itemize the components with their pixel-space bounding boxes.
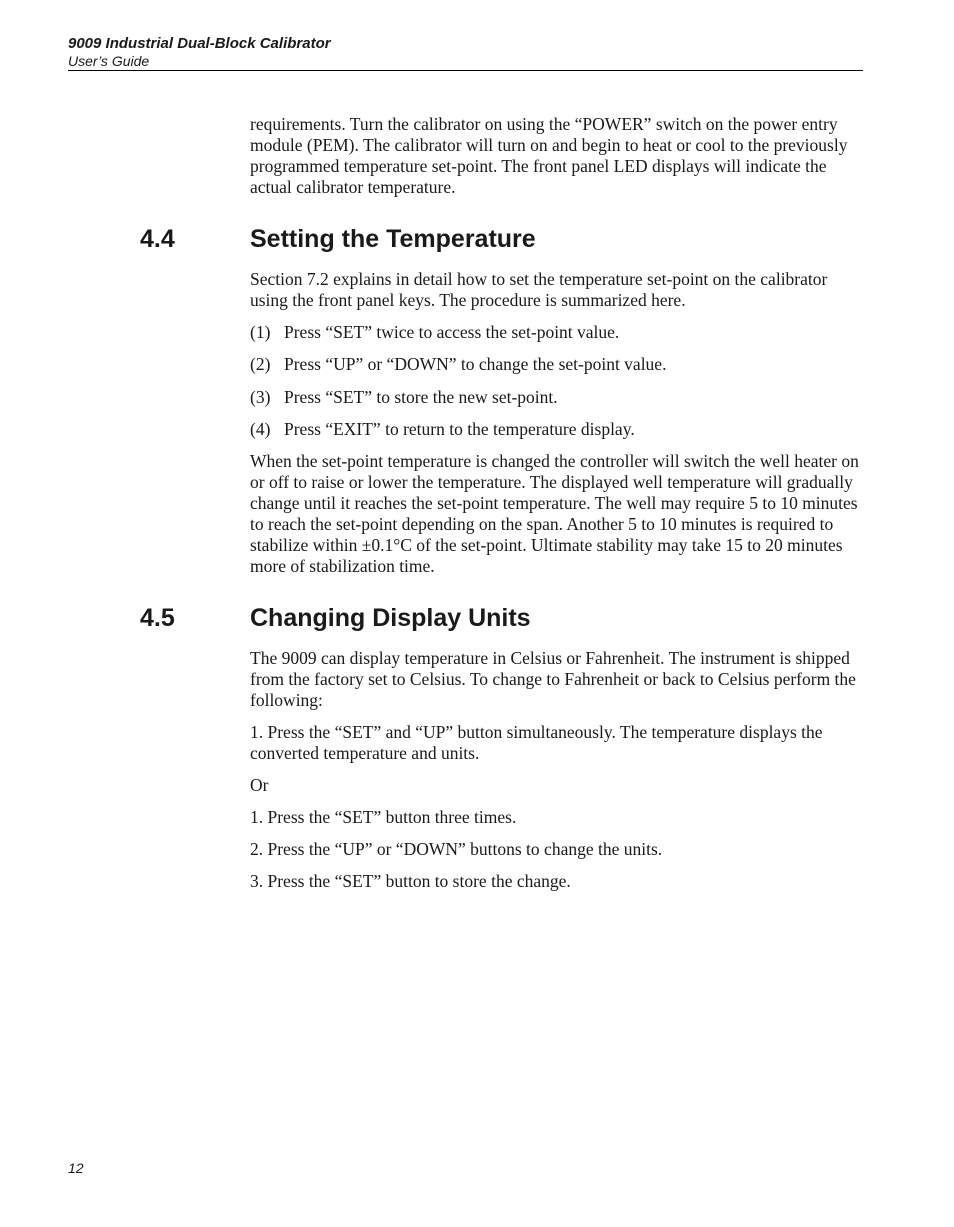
option-b-step: 2. Press the “UP” or “DOWN” buttons to change the units. xyxy=(250,839,663,859)
option-a-step: 1. Press the “SET” and “UP” button simultaneously. The temperature displays the converted temperature and units. xyxy=(250,722,823,763)
section-4-4-intro: Section 7.2 explains in detail how to set the temperature set-point on the calibrator using the front panel keys. The procedure is summarized here. xyxy=(250,269,828,310)
section-number: 4.5 xyxy=(140,604,175,632)
or-label: Or xyxy=(250,775,269,795)
step-text: Press “UP” or “DOWN” to change the set-point value. xyxy=(284,354,667,374)
step-number: (3) xyxy=(250,387,271,407)
step-item xyxy=(250,419,862,440)
step-text: Press “EXIT” to return to the temperature display. xyxy=(284,419,635,439)
document-title: 9009 Industrial Dual-Block Calibrator xyxy=(68,35,331,52)
section-4-4-closing: When the set-point temperature is changed the controller will switch the well heater on or off to raise or lower the temperature. The displayed well temperature will gradually change until it reaches the set-point temperature. The well may require 5 to 10 minutes to reach the set-point depending on the span. Another 5 to 10 minutes is required to stabilize within ±0.1°C of the set-point. Ultimate stability may take 15 to 20 minutes more of stabilization time. xyxy=(250,451,859,576)
step-number: (4) xyxy=(250,419,271,439)
step-number: (2) xyxy=(250,354,271,374)
running-header xyxy=(68,35,863,71)
option-b-step: 1. Press the “SET” button three times. xyxy=(250,807,517,827)
step-text: Press “SET” twice to access the set-point value. xyxy=(284,322,620,342)
section-4-5-intro: The 9009 can display temperature in Celsius or Fahrenheit. The instrument is shipped from the factory set to Celsius. To change to Fahrenheit or back to Celsius perform the following: xyxy=(250,648,856,710)
option-b-step: 3. Press the “SET” button to store the change. xyxy=(250,871,571,891)
step-item xyxy=(250,322,862,343)
section-title: Changing Display Units xyxy=(250,604,531,632)
section-number: 4.4 xyxy=(140,225,175,253)
intro-paragraph: requirements. Turn the calibrator on using the “POWER” switch on the power entry module (PEM). The calibrator will turn on and begin to heat or cool to the previously programmed temperature set-point. The front panel LED displays will indicate the actual calibrator temperature. xyxy=(250,114,848,197)
step-number: (1) xyxy=(250,322,271,342)
section-title: Setting the Temperature xyxy=(250,225,536,253)
step-text: Press “SET” to store the new set-point. xyxy=(284,387,558,407)
page-number: 12 xyxy=(68,1160,84,1176)
step-item xyxy=(250,354,862,375)
document-subtitle: User’s Guide xyxy=(68,53,150,69)
step-item xyxy=(250,387,862,408)
